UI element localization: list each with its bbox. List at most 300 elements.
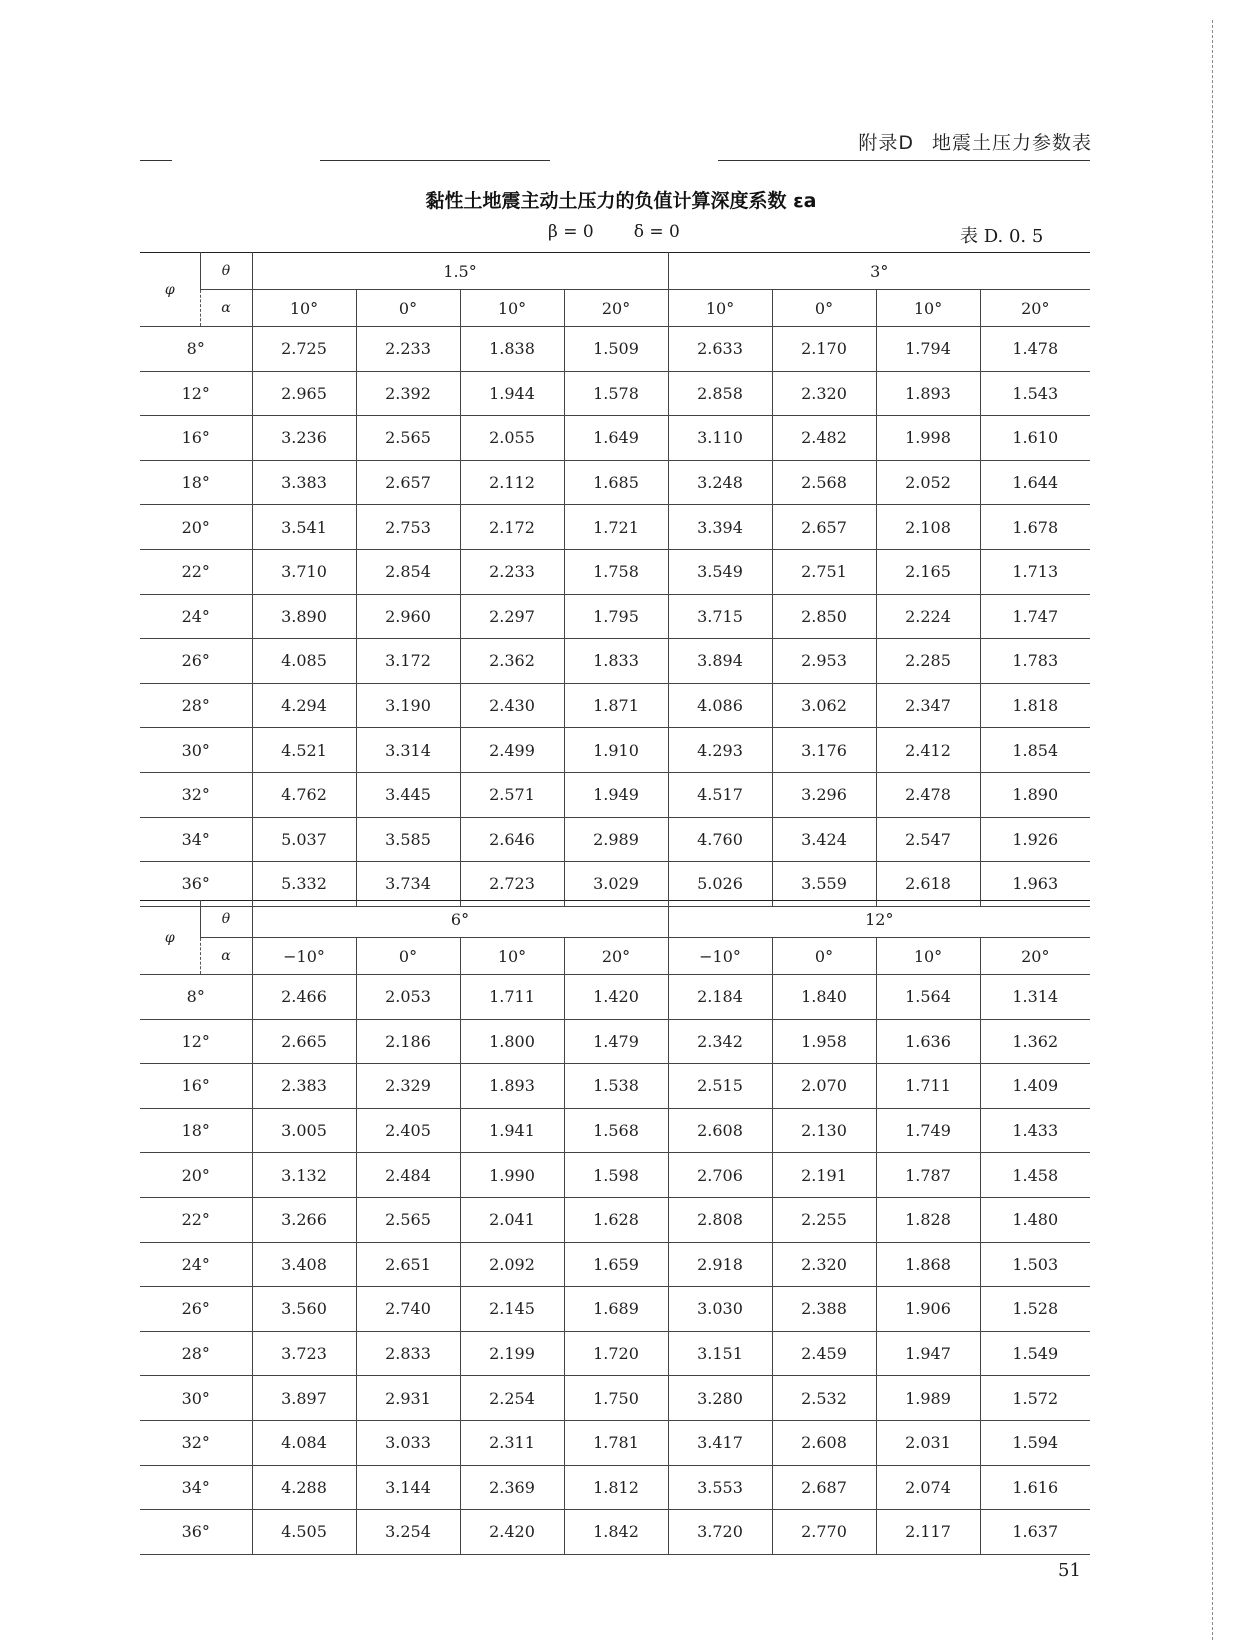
table-cell: 1.478 [980, 327, 1090, 372]
table-cell: 3.890 [252, 594, 356, 639]
table-cell: 3.176 [772, 728, 876, 773]
table-cell: 2.960 [356, 594, 460, 639]
table-cell: 1.636 [876, 1019, 980, 1064]
table-cell: 1.711 [876, 1064, 980, 1109]
table-cell: 2.770 [772, 1510, 876, 1555]
table-cell: 2.430 [460, 683, 564, 728]
table-row [140, 460, 1090, 505]
table-cell: 1.781 [564, 1420, 668, 1465]
table-cell: 2.405 [356, 1108, 460, 1153]
alpha-value-header: 10° [876, 290, 980, 327]
table-cell: 3.266 [252, 1197, 356, 1242]
table-cell: 1.787 [876, 1153, 980, 1198]
table-cell: 1.644 [980, 460, 1090, 505]
table-cell: 2.254 [460, 1376, 564, 1421]
table-cell: 2.362 [460, 639, 564, 684]
table-cell: 2.170 [772, 327, 876, 372]
table-cell: 1.689 [564, 1287, 668, 1332]
table-row [140, 1153, 1090, 1198]
alpha-value-header: −10° [668, 938, 772, 975]
table-row [140, 683, 1090, 728]
table-cell: 1.949 [564, 772, 668, 817]
table-cell: 2.070 [772, 1064, 876, 1109]
table-cell: 2.285 [876, 639, 980, 684]
alpha-value-header: 20° [564, 290, 668, 327]
table-row [140, 772, 1090, 817]
phi-value: 24° [140, 594, 252, 639]
table-cell: 1.598 [564, 1153, 668, 1198]
table-body [140, 327, 1090, 907]
table-cell: 3.549 [668, 549, 772, 594]
table-cell: 2.723 [460, 862, 564, 907]
table-cell: 3.296 [772, 772, 876, 817]
table-cell: 1.538 [564, 1064, 668, 1109]
table-cell: 1.578 [564, 371, 668, 416]
table-cell: 1.637 [980, 1510, 1090, 1555]
table-row [140, 1420, 1090, 1465]
table-cell: 3.417 [668, 1420, 772, 1465]
table-cell: 3.897 [252, 1376, 356, 1421]
table-cell: 2.989 [564, 817, 668, 862]
alpha-value-header: 20° [980, 938, 1090, 975]
alpha-value-header: −10° [252, 938, 356, 975]
table-cell: 1.800 [460, 1019, 564, 1064]
table-cell: 2.687 [772, 1465, 876, 1510]
table-cell: 1.711 [460, 975, 564, 1020]
table-cell: 3.029 [564, 862, 668, 907]
table-cell: 1.610 [980, 416, 1090, 461]
table-cell: 1.314 [980, 975, 1090, 1020]
phi-value: 18° [140, 460, 252, 505]
table-cell: 2.478 [876, 772, 980, 817]
table-cell: 1.998 [876, 416, 980, 461]
coefficient-table-lower [140, 900, 1090, 1555]
table-cell: 2.499 [460, 728, 564, 773]
table-conditions [548, 222, 680, 242]
table-cell: 2.651 [356, 1242, 460, 1287]
table-cell: 5.332 [252, 862, 356, 907]
phi-value: 28° [140, 1331, 252, 1376]
table-cell: 3.110 [668, 416, 772, 461]
phi-value: 32° [140, 772, 252, 817]
table-cell: 1.812 [564, 1465, 668, 1510]
table-cell: 2.172 [460, 505, 564, 550]
table-cell: 3.734 [356, 862, 460, 907]
table-cell: 1.893 [876, 371, 980, 416]
phi-value: 26° [140, 639, 252, 684]
table-cell: 2.383 [252, 1064, 356, 1109]
table-cell: 3.408 [252, 1242, 356, 1287]
phi-value: 8° [140, 327, 252, 372]
table-cell: 2.320 [772, 371, 876, 416]
table-body [140, 975, 1090, 1555]
table-cell: 1.840 [772, 975, 876, 1020]
phi-value: 20° [140, 505, 252, 550]
alpha-value-header: 10° [252, 290, 356, 327]
table-row [140, 1510, 1090, 1555]
table-cell: 3.005 [252, 1108, 356, 1153]
table-cell: 4.288 [252, 1465, 356, 1510]
table-cell: 4.762 [252, 772, 356, 817]
table-cell: 2.740 [356, 1287, 460, 1332]
table-cell: 1.649 [564, 416, 668, 461]
table-cell: 1.833 [564, 639, 668, 684]
table-cell: 1.838 [460, 327, 564, 372]
table-cell: 2.342 [668, 1019, 772, 1064]
table-cell: 3.172 [356, 639, 460, 684]
phi-value: 36° [140, 862, 252, 907]
table-cell: 3.248 [668, 460, 772, 505]
table-cell: 4.521 [252, 728, 356, 773]
table-cell: 3.553 [668, 1465, 772, 1510]
table-row [140, 1108, 1090, 1153]
table-row [140, 327, 1090, 372]
phi-value: 18° [140, 1108, 252, 1153]
alpha-header: α [200, 938, 252, 975]
table-cell: 2.420 [460, 1510, 564, 1555]
table-cell: 2.515 [668, 1064, 772, 1109]
table-cell: 2.568 [772, 460, 876, 505]
table-cell: 2.297 [460, 594, 564, 639]
table-cell: 2.052 [876, 460, 980, 505]
table-row [140, 594, 1090, 639]
table-cell: 3.190 [356, 683, 460, 728]
table-cell: 2.165 [876, 549, 980, 594]
table-cell: 1.409 [980, 1064, 1090, 1109]
table-cell: 2.053 [356, 975, 460, 1020]
table-row [140, 505, 1090, 550]
table-cell: 2.484 [356, 1153, 460, 1198]
table-cell: 1.818 [980, 683, 1090, 728]
table-cell: 2.108 [876, 505, 980, 550]
table-cell: 1.480 [980, 1197, 1090, 1242]
table-cell: 2.255 [772, 1197, 876, 1242]
table-cell: 2.092 [460, 1242, 564, 1287]
table-cell: 1.549 [980, 1331, 1090, 1376]
alpha-value-header: 0° [356, 938, 460, 975]
table-cell: 1.594 [980, 1420, 1090, 1465]
table-cell: 3.715 [668, 594, 772, 639]
table-cell: 2.347 [876, 683, 980, 728]
table-row [140, 728, 1090, 773]
table-cell: 2.145 [460, 1287, 564, 1332]
table-cell: 3.723 [252, 1331, 356, 1376]
table-cell: 4.505 [252, 1510, 356, 1555]
alpha-value-header: 10° [460, 938, 564, 975]
table-cell: 2.547 [876, 817, 980, 862]
table-cell: 1.958 [772, 1019, 876, 1064]
table-cell: 3.030 [668, 1287, 772, 1332]
table-cell: 2.965 [252, 371, 356, 416]
phi-value: 16° [140, 1064, 252, 1109]
table-row [140, 1331, 1090, 1376]
table-row [140, 1465, 1090, 1510]
alpha-value-header: 0° [772, 290, 876, 327]
table-cell: 4.084 [252, 1420, 356, 1465]
table-cell: 3.394 [668, 505, 772, 550]
alpha-header-row [140, 290, 1090, 327]
table-cell: 2.412 [876, 728, 980, 773]
table-cell: 2.199 [460, 1331, 564, 1376]
table-cell: 4.517 [668, 772, 772, 817]
table-cell: 1.871 [564, 683, 668, 728]
table-cell: 1.795 [564, 594, 668, 639]
table-row [140, 416, 1090, 461]
table-cell: 3.144 [356, 1465, 460, 1510]
table-cell: 3.132 [252, 1153, 356, 1198]
table-cell: 2.565 [356, 416, 460, 461]
table-cell: 2.753 [356, 505, 460, 550]
alpha-value-header: 0° [772, 938, 876, 975]
table-cell: 1.747 [980, 594, 1090, 639]
alpha-value-header: 10° [668, 290, 772, 327]
table-cell: 2.657 [356, 460, 460, 505]
table-cell: 1.458 [980, 1153, 1090, 1198]
phi-header: φ [140, 901, 200, 975]
table-cell: 1.890 [980, 772, 1090, 817]
table-cell: 2.931 [356, 1376, 460, 1421]
page-number: 51 [1058, 1560, 1081, 1581]
alpha-value-header: 20° [980, 290, 1090, 327]
alpha-value-header: 10° [876, 938, 980, 975]
phi-value: 30° [140, 728, 252, 773]
table-cell: 2.633 [668, 327, 772, 372]
table-row [140, 639, 1090, 684]
table-cell: 2.055 [460, 416, 564, 461]
phi-value: 22° [140, 1197, 252, 1242]
table-cell: 1.944 [460, 371, 564, 416]
phi-value: 8° [140, 975, 252, 1020]
table-row [140, 975, 1090, 1020]
table-cell: 3.424 [772, 817, 876, 862]
theta-group-header: 3° [668, 253, 1090, 290]
phi-header: φ [140, 253, 200, 327]
theta-group-header: 6° [252, 901, 668, 938]
table-cell: 1.628 [564, 1197, 668, 1242]
table-cell: 3.560 [252, 1287, 356, 1332]
table-title: 黏性土地震主动土压力的负值计算深度系数 εa [425, 190, 817, 212]
table-cell: 2.388 [772, 1287, 876, 1332]
table-cell: 3.445 [356, 772, 460, 817]
table-cell: 3.314 [356, 728, 460, 773]
table-cell: 4.760 [668, 817, 772, 862]
table-cell: 1.926 [980, 817, 1090, 862]
table-cell: 2.854 [356, 549, 460, 594]
phi-value: 16° [140, 416, 252, 461]
table-cell: 2.112 [460, 460, 564, 505]
table-cell: 5.037 [252, 817, 356, 862]
table-cell: 1.783 [980, 639, 1090, 684]
table-cell: 2.532 [772, 1376, 876, 1421]
theta-group-header: 1.5° [252, 253, 668, 290]
table-cell: 3.254 [356, 1510, 460, 1555]
table-cell: 1.420 [564, 975, 668, 1020]
running-header [858, 128, 1092, 155]
table-cell: 3.236 [252, 416, 356, 461]
table-cell: 2.233 [460, 549, 564, 594]
table-cell: 1.749 [876, 1108, 980, 1153]
table-cell: 2.224 [876, 594, 980, 639]
condition-beta: β = 0 [548, 222, 594, 242]
table-cell: 3.585 [356, 817, 460, 862]
table-cell: 2.466 [252, 975, 356, 1020]
table-cell: 3.710 [252, 549, 356, 594]
theta-header: θ [200, 901, 252, 938]
table-cell: 1.568 [564, 1108, 668, 1153]
table-cell: 3.559 [772, 862, 876, 907]
condition-delta: δ = 0 [633, 222, 680, 242]
table-cell: 2.657 [772, 505, 876, 550]
table-cell: 1.479 [564, 1019, 668, 1064]
table-cell: 2.233 [356, 327, 460, 372]
table-cell: 1.758 [564, 549, 668, 594]
table-cell: 2.565 [356, 1197, 460, 1242]
phi-value: 28° [140, 683, 252, 728]
alpha-value-header: 10° [460, 290, 564, 327]
table-cell: 2.571 [460, 772, 564, 817]
table-cell: 1.828 [876, 1197, 980, 1242]
table-cell: 3.541 [252, 505, 356, 550]
table-cell: 2.320 [772, 1242, 876, 1287]
phi-value: 22° [140, 549, 252, 594]
table-cell: 2.392 [356, 371, 460, 416]
table-cell: 3.033 [356, 1420, 460, 1465]
table-cell: 3.280 [668, 1376, 772, 1421]
table-cell: 4.085 [252, 639, 356, 684]
table-row [140, 817, 1090, 862]
table-cell: 2.618 [876, 862, 980, 907]
table-cell: 1.906 [876, 1287, 980, 1332]
table-cell: 3.151 [668, 1331, 772, 1376]
table-cell: 1.659 [564, 1242, 668, 1287]
table-cell: 4.293 [668, 728, 772, 773]
phi-value: 24° [140, 1242, 252, 1287]
table-cell: 1.947 [876, 1331, 980, 1376]
table-row [140, 549, 1090, 594]
table-row [140, 1376, 1090, 1421]
header-section: 地震土压力参数表 [931, 132, 1092, 154]
table-cell: 1.720 [564, 1331, 668, 1376]
table-cell: 2.953 [772, 639, 876, 684]
table-cell: 2.186 [356, 1019, 460, 1064]
table-cell: 2.751 [772, 549, 876, 594]
table-cell: 2.074 [876, 1465, 980, 1510]
table-cell: 1.721 [564, 505, 668, 550]
table-cell: 1.990 [460, 1153, 564, 1198]
phi-value: 12° [140, 1019, 252, 1064]
table-cell: 1.893 [460, 1064, 564, 1109]
table-cell: 2.858 [668, 371, 772, 416]
header-rule [320, 160, 550, 161]
table-cell: 1.713 [980, 549, 1090, 594]
table-cell: 2.725 [252, 327, 356, 372]
table-cell: 1.616 [980, 1465, 1090, 1510]
table-cell: 3.894 [668, 639, 772, 684]
phi-value: 20° [140, 1153, 252, 1198]
phi-value: 34° [140, 817, 252, 862]
table-cell: 2.833 [356, 1331, 460, 1376]
table-cell: 2.706 [668, 1153, 772, 1198]
table-cell: 1.868 [876, 1242, 980, 1287]
table-row [140, 371, 1090, 416]
table-cell: 1.528 [980, 1287, 1090, 1332]
phi-value: 34° [140, 1465, 252, 1510]
table-row [140, 1287, 1090, 1332]
alpha-header: α [200, 290, 252, 327]
table-row [140, 1242, 1090, 1287]
phi-value: 26° [140, 1287, 252, 1332]
page-edge-divider [1212, 20, 1213, 1640]
table-cell: 2.918 [668, 1242, 772, 1287]
table-cell: 2.369 [460, 1465, 564, 1510]
table-cell: 1.941 [460, 1108, 564, 1153]
table-cell: 2.646 [460, 817, 564, 862]
table-cell: 2.808 [668, 1197, 772, 1242]
table-cell: 3.383 [252, 460, 356, 505]
table-cell: 1.362 [980, 1019, 1090, 1064]
theta-header: θ [200, 253, 252, 290]
table-row [140, 1019, 1090, 1064]
table-cell: 2.482 [772, 416, 876, 461]
table-cell: 1.685 [564, 460, 668, 505]
table-cell: 4.294 [252, 683, 356, 728]
table-cell: 2.031 [876, 1420, 980, 1465]
table-cell: 3.062 [772, 683, 876, 728]
phi-value: 30° [140, 1376, 252, 1421]
table-cell: 2.191 [772, 1153, 876, 1198]
table-cell: 2.850 [772, 594, 876, 639]
alpha-header-row [140, 938, 1090, 975]
table-cell: 2.665 [252, 1019, 356, 1064]
table-cell: 1.989 [876, 1376, 980, 1421]
coefficient-table-upper [140, 252, 1090, 907]
table-cell: 2.130 [772, 1108, 876, 1153]
table-cell: 1.854 [980, 728, 1090, 773]
table-cell: 1.750 [564, 1376, 668, 1421]
table-row [140, 1064, 1090, 1109]
table-row [140, 1197, 1090, 1242]
header-appendix: 附录D [858, 132, 914, 154]
phi-value: 12° [140, 371, 252, 416]
alpha-value-header: 0° [356, 290, 460, 327]
table-cell: 2.608 [668, 1108, 772, 1153]
table-cell: 3.720 [668, 1510, 772, 1555]
table-cell: 1.842 [564, 1510, 668, 1555]
table-cell: 1.503 [980, 1242, 1090, 1287]
table-cell: 2.608 [772, 1420, 876, 1465]
table-cell: 1.794 [876, 327, 980, 372]
phi-value: 32° [140, 1420, 252, 1465]
table-cell: 1.910 [564, 728, 668, 773]
table-cell: 1.572 [980, 1376, 1090, 1421]
phi-value: 36° [140, 1510, 252, 1555]
table-cell: 2.184 [668, 975, 772, 1020]
table-cell: 1.564 [876, 975, 980, 1020]
table-cell: 2.041 [460, 1197, 564, 1242]
table-cell: 5.026 [668, 862, 772, 907]
table-cell: 1.963 [980, 862, 1090, 907]
table-cell: 1.678 [980, 505, 1090, 550]
header-rule [140, 160, 172, 161]
table-cell: 1.509 [564, 327, 668, 372]
theta-group-header: 12° [668, 901, 1090, 938]
table-cell: 2.329 [356, 1064, 460, 1109]
table-cell: 4.086 [668, 683, 772, 728]
header-rule [718, 160, 1090, 161]
table-cell: 1.433 [980, 1108, 1090, 1153]
table-cell: 2.459 [772, 1331, 876, 1376]
alpha-value-header: 20° [564, 938, 668, 975]
